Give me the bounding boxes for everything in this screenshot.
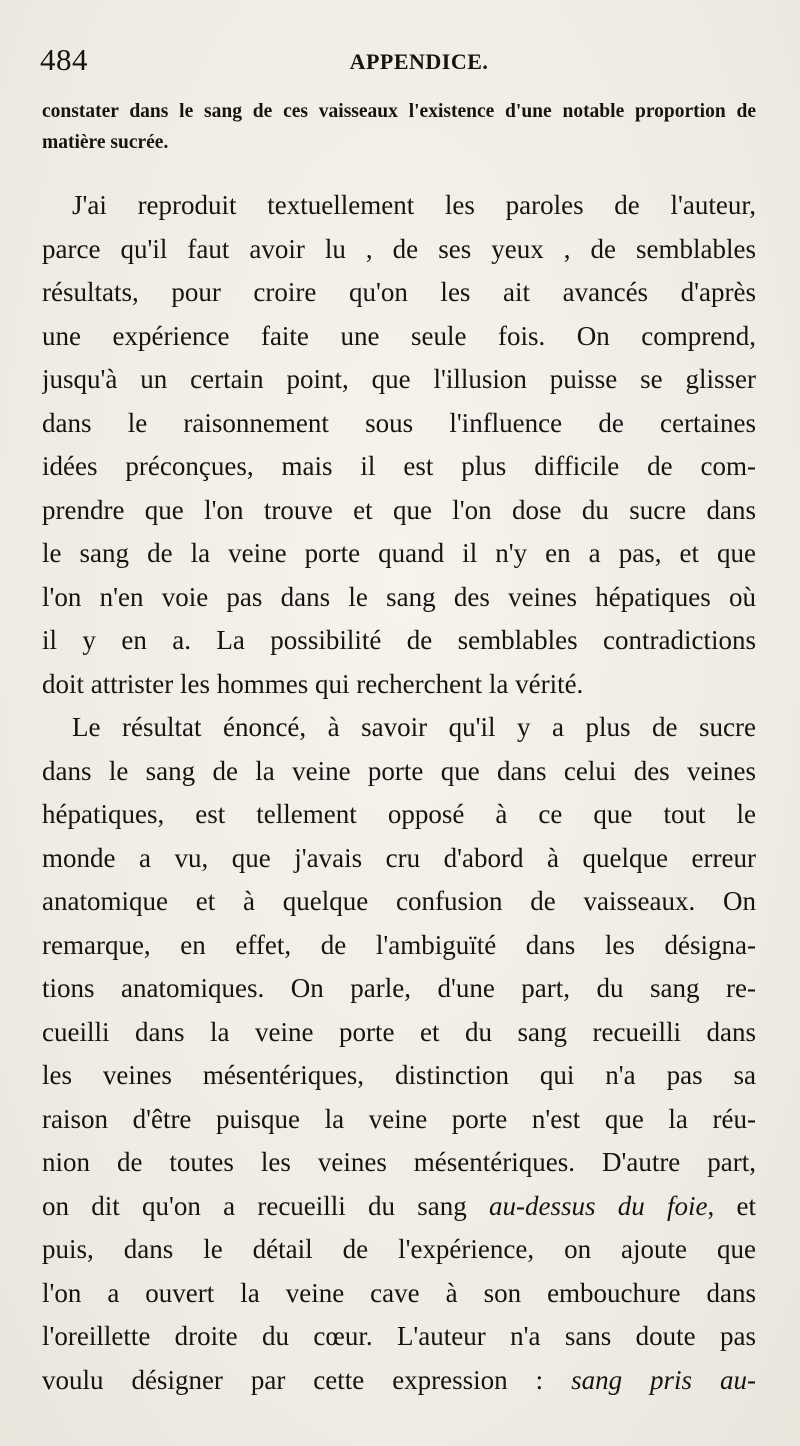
text-line: doit attrister les hommes qui recherchent la vérité.	[42, 668, 584, 699]
text-segment: voulu désigner par cette expression :	[42, 1364, 572, 1395]
text-line: nion de toutes les veines mésentériques. D'autre part,	[42, 1147, 756, 1177]
footnote-continuation: constater dans le sang de ces vaisseaux l'existence d'une notable proportion de matière sucrée.	[42, 101, 756, 153]
text-line: résultats, pour croire qu'on les ait avancés d'après	[42, 277, 756, 307]
text-line: anatomique et à quelque confusion de vaisseaux. On	[42, 886, 756, 916]
text-line: dans le raisonnement sous l'influence de certaines	[42, 407, 756, 438]
text-line: Le résultat énoncé, à savoir qu'il y a plus de sucre	[72, 712, 756, 742]
running-head: APPENDICE.	[349, 49, 489, 74]
text-line: l'oreillette droite du cœur. L'auteur n'a sans doute pas	[42, 1321, 756, 1351]
italic-phrase: sang pris au-	[571, 1364, 756, 1395]
text-line: hépatiques, est tellement opposé à ce que tout le	[42, 799, 756, 829]
text-line: l'on n'en voie pas dans le sang des veines hépatiques où	[42, 581, 756, 612]
text-line: il y en a. La possibilité de semblables contradictions	[42, 625, 756, 655]
text-line-with-italic	[42, 1185, 756, 1229]
text-line: idées préconçues, mais il est plus difficile de com-	[42, 451, 756, 481]
page-number: 484	[40, 42, 88, 77]
text-line-with-italic	[42, 1359, 756, 1403]
text-line: le sang de la veine porte quand il n'y en a pas, et que	[42, 538, 756, 568]
text-line: une expérience faite une seule fois. On comprend,	[42, 320, 756, 351]
text-line: raison d'être puisque la veine porte n'est que la réu-	[42, 1103, 756, 1134]
italic-phrase: au-dessus du foie	[489, 1190, 708, 1221]
text-line: cueilli dans la veine porte et du sang recueilli dans	[42, 1016, 756, 1047]
page-header	[40, 40, 758, 80]
text-line: dans le sang de la veine porte que dans celui des veines	[42, 755, 756, 786]
text-segment: , et	[707, 1190, 756, 1221]
text-line: parce qu'il faut avoir lu , de ses yeux , de semblables	[42, 233, 756, 264]
text-line: prendre que l'on trouve et que l'on dose du sucre dans	[42, 494, 756, 525]
text-line: tions anatomiques. On parle, d'une part, du sang re-	[42, 973, 756, 1003]
body-text	[42, 184, 756, 1402]
text-line: l'on a ouvert la veine cave à son embouchure dans	[42, 1277, 756, 1308]
text-line: monde a vu, que j'avais cru d'abord à quelque erreur	[42, 842, 756, 873]
text-segment: on dit qu'on a recueilli du sang	[42, 1190, 490, 1221]
text-line: J'ai reproduit textuellement les paroles de l'auteur,	[72, 190, 756, 220]
text-line: jusqu'à un certain point, que l'illusion puisse se glisser	[42, 364, 756, 394]
text-line: remarque, en effet, de l'ambiguïté dans les désigna-	[42, 929, 756, 960]
text-line: les veines mésentériques, distinction qui n'a pas sa	[42, 1060, 756, 1090]
text-line: puis, dans le détail de l'expérience, on ajoute que	[42, 1234, 756, 1264]
